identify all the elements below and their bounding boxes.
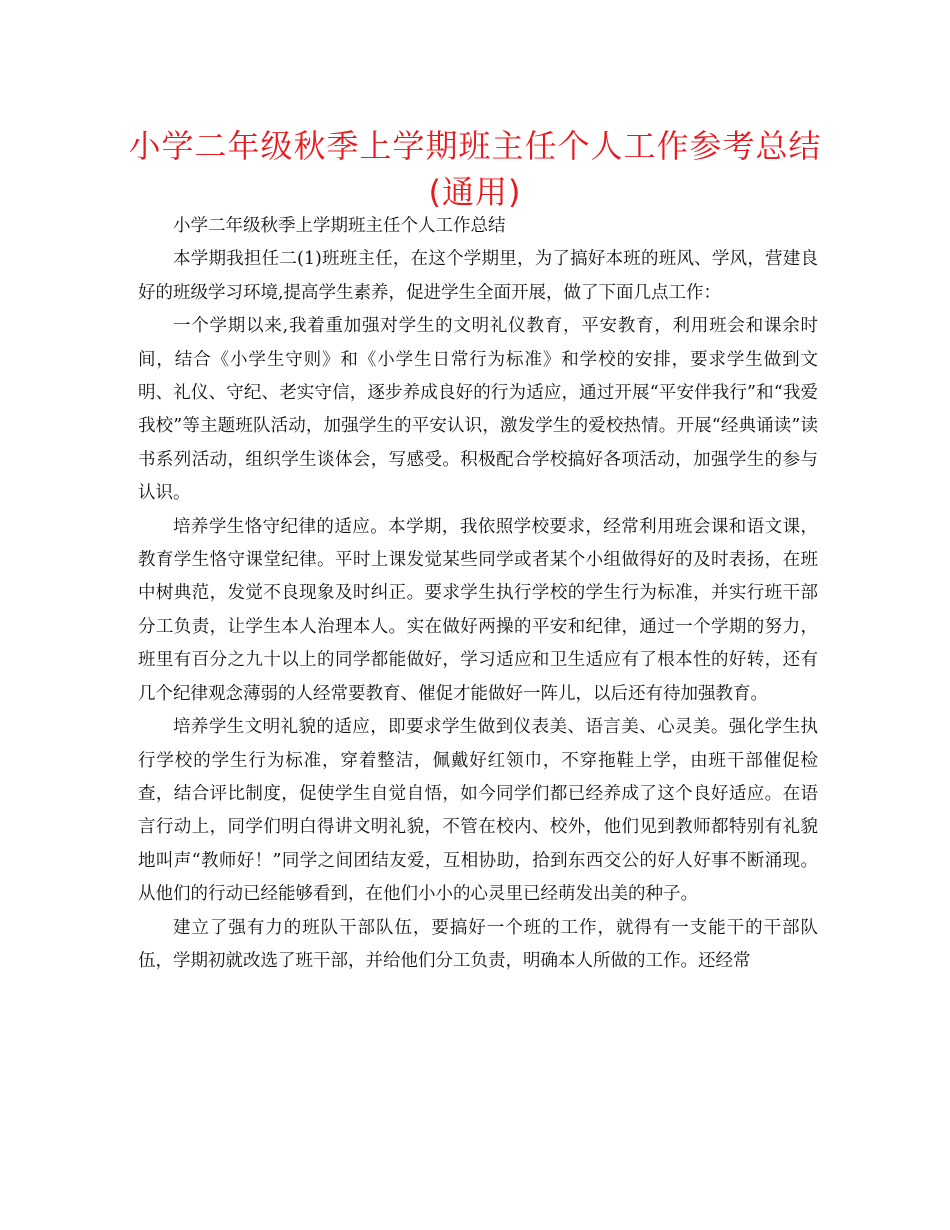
- subtitle-paragraph: 小学二年级秋季上学期班主任个人工作总结: [173, 216, 506, 236]
- document-title: 小学二年级秋季上学期班主任个人工作参考总结: [128, 127, 822, 165]
- etiquette-safety-paragraph: 一个学期以来,我着重加强对学生的文明礼仪教育，平安教育，利用班会和课余时间，结合《小学生守则》和《小学生日常行为标准》和学校的安排，要求学生做到文明、礼仪、守纪、老实守信，逐步养成良好的行为适应，通过开展“平安伴我行”和“我爱我校”等主题班队活动，加强学生的平安认识，激发学生的爱校热情。开展“经典诵读”读书系列活动，组织学生谈体会，写感受。积极配合学校搞好各项活动，加强学生的参与认识。: [138, 316, 818, 504]
- discipline-paragraph: 培养学生恪守纪律的适应。本学期，我依照学校要求，经常利用班会课和语文课，教育学生恪守课堂纪律。平时上课发觉某些同学或者某个小组做得好的及时表扬，在班中树典范，发觉不良现象及时纠正。要求学生执行学校的学生行为标准，并实行班干部分工负责，让学生本人治理本人。实在做好两操的平安和纪律，通过一个学期的努力，班里有百分之九十以上的同学都能做好，学习适应和卫生适应有了根本性的好转，还有几个纪律观念薄弱的人经常要教育、催促才能做好一阵儿，以后还有待加强教育。: [138, 516, 818, 704]
- intro-paragraph: 本学期我担任二(1)班班主任，在这个学期里，为了搞好本班的班风、学风，营建良好的班级学习环境,提高学生素养，促进学生全面开展，做了下面几点工作：: [138, 249, 818, 303]
- politeness-paragraph: 培养学生文明礼貌的适应，即要求学生做到仪表美、语言美、心灵美。强化学生执行学校的学生行为标准，穿着整洁，佩戴好红领巾，不穿拖鞋上学，由班干部催促检查，结合评比制度，促使学生自觉自悟，如今同学们都已经养成了这个良好适应。在语言行动上，同学们明白得讲文明礼貌，不管在校内、校外，他们见到教师都特别有礼貌地叫声“教师好！”同学之间团结友爱，互相协助，拾到东西交公的好人好事不断涌现。从他们的行动已经能够看到，在他们小小的心灵里已经萌发出美的种子。: [138, 717, 818, 905]
- document-body: [138, 210, 818, 978]
- document-title-suffix: (通用): [428, 173, 522, 211]
- class-cadre-paragraph: 建立了强有力的班队干部队伍，要搞好一个班的工作，就得有一支能干的干部队伍，学期初就改选了班干部，并给他们分工负责，明确本人所做的工作。还经常: [138, 917, 818, 971]
